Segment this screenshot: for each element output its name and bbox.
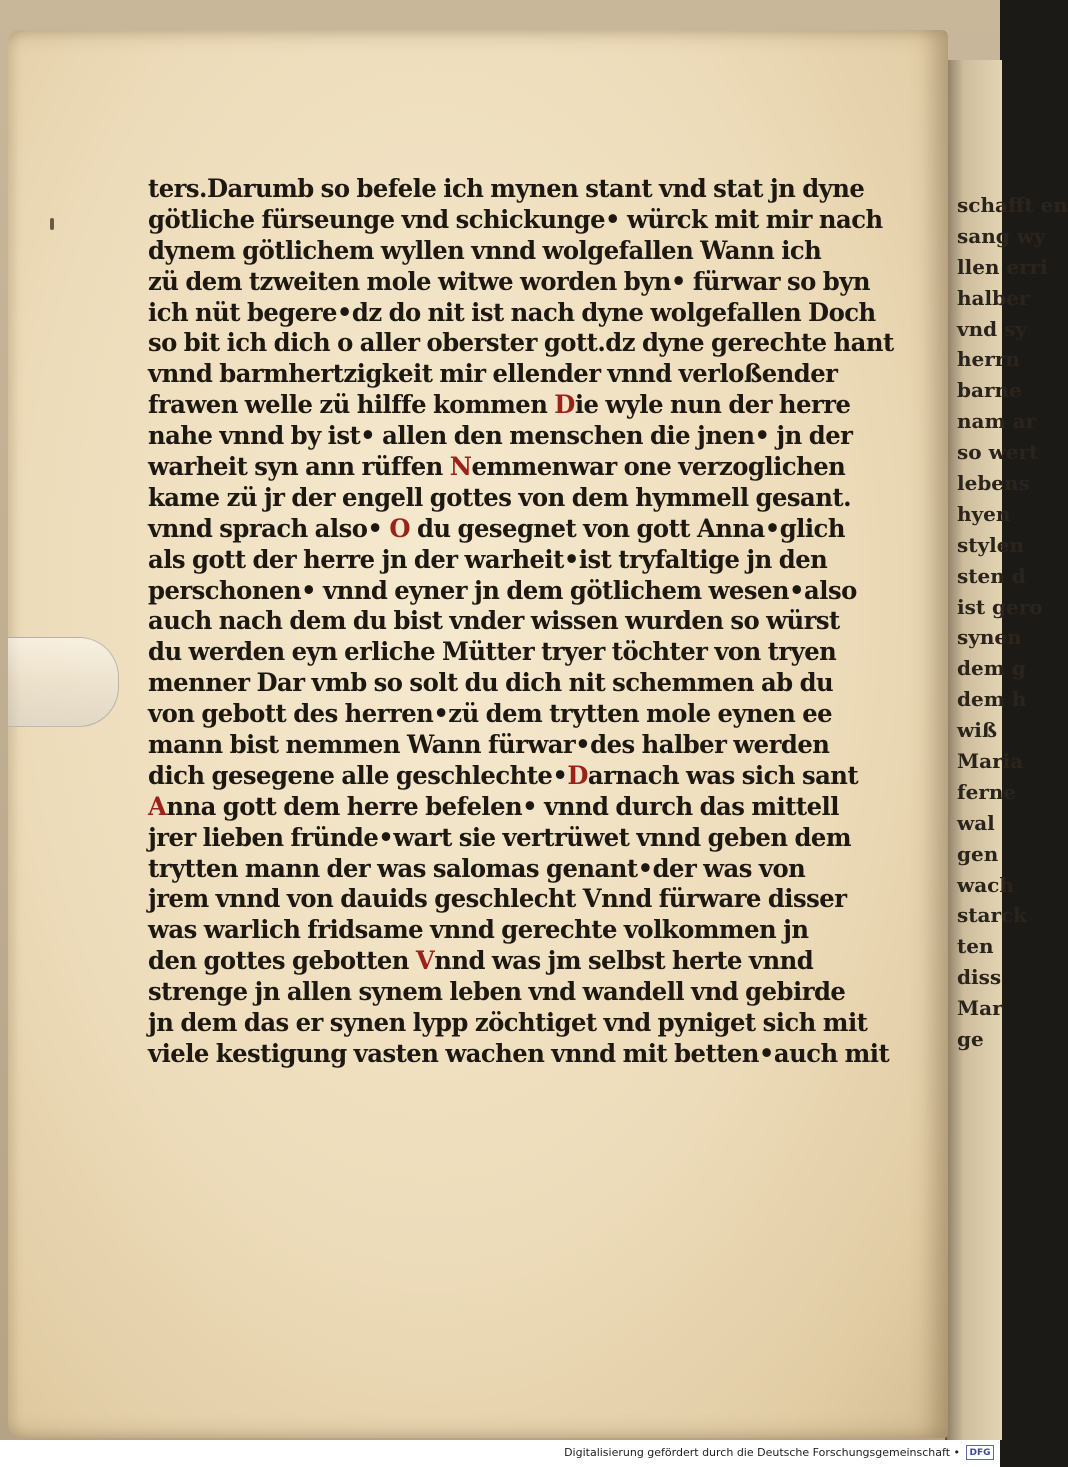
facing-text-line: ist gero	[957, 594, 1043, 619]
text-line: dich gesegene alle geschlechte•Darnach was sich sant	[148, 759, 859, 790]
facing-text-line: dem g	[957, 656, 1026, 681]
facing-page	[945, 60, 1068, 1440]
text-line: ters.Darumb so befele ich mynen stant vnd stat jn dyne	[148, 173, 865, 203]
text-line: auch nach dem du bist vnder wissen wurden so würst	[148, 605, 840, 636]
text-line: trytten mann der was salomas genant•der was von	[148, 852, 806, 883]
rubric-initial: D	[554, 389, 575, 420]
text-line: ich nüt begere•dz do nit ist nach dyne wolgefallen Doch	[148, 296, 876, 327]
text-line: jrem vnnd von dauids geschlecht Vnnd fürware disser	[148, 883, 847, 914]
book-page	[8, 30, 948, 1438]
text-line: frawen welle zü hilffe kommen Die wyle nun der herre	[148, 389, 851, 420]
facing-text-line: stylen	[957, 532, 1024, 557]
facing-text-line: sang wy	[957, 223, 1046, 248]
text-line: mann bist nemmen Wann fürwar•des halber werden	[148, 729, 830, 760]
facing-text-line: synen	[957, 625, 1022, 650]
text-line: jrer lieben fründe•wart sie vertrüwet vnnd geben dem	[148, 821, 851, 852]
facing-text-line: wach	[957, 872, 1014, 897]
text-line: du werden eyn erliche Mütter tryer töchter von tryen	[148, 636, 837, 667]
text-line: zü dem tzweiten mole witwe worden byn• fürwar so byn	[148, 265, 870, 296]
text-line: jn dem das er synen lypp zöchtiget vnd pyniget sich mit	[148, 1007, 868, 1038]
facing-text-line: ten	[957, 934, 994, 959]
facing-text-line: Maria	[957, 749, 1024, 774]
footer-credit: Digitalisierung gefördert durch die Deutsche Forschungsgemeinschaft •	[564, 1446, 960, 1459]
facing-text-line: barne	[957, 378, 1022, 403]
page-clip	[8, 637, 119, 727]
blackletter-text-block	[148, 173, 894, 1069]
facing-text-line: schafft en	[957, 193, 1068, 217]
facing-text-line: vnd sy	[957, 316, 1027, 341]
rubric-initial: D	[567, 759, 588, 790]
text-line: viele kestigung vasten wachen vnnd mit betten•auch mit	[148, 1037, 890, 1068]
rubric-initial: V	[415, 945, 435, 976]
text-line: dynem götlichem wyllen vnnd wolgefallen Wann ich	[148, 234, 822, 265]
text-line: nahe vnnd by ist• allen den menschen die jnen• jn der	[148, 420, 853, 451]
page-speck	[50, 218, 54, 230]
facing-text-line: diss	[957, 965, 1002, 990]
facing-text-line: lebens	[957, 471, 1030, 496]
facing-text-line: sten d	[957, 563, 1026, 588]
facing-text-line: Mar	[957, 996, 1003, 1021]
text-line: perschonen• vnnd eyner jn dem götlichem wesen•also	[148, 574, 857, 605]
text-line: so bit ich dich o aller oberster gott.dz dyne gerechte hant	[148, 327, 894, 358]
facing-text-line: halber	[957, 285, 1030, 310]
facing-text-line: dem h	[957, 687, 1027, 712]
facing-text-line: wal	[957, 810, 995, 835]
text-line: als gott der herre jn der warheit•ist tryfaltige jn den	[148, 543, 828, 574]
facing-text-line: wiß	[957, 718, 998, 743]
facing-text-line: ge	[957, 1027, 984, 1052]
facing-text-line: starck	[957, 903, 1028, 928]
facing-text-line: gen	[957, 841, 999, 866]
dfg-logo-icon: DFG	[966, 1445, 994, 1460]
text-line: Anna gott dem herre befelen• vnnd durch das mittell	[148, 790, 839, 821]
text-line: menner Dar vmb so solt du dich nit schemmen ab du	[148, 667, 834, 698]
facing-text-line: so wert	[957, 440, 1039, 465]
rubric-initial: A	[148, 790, 167, 821]
facing-page-text	[957, 190, 1068, 1055]
facing-text-line: nam ar	[957, 409, 1037, 434]
rubric-initial: N	[449, 451, 472, 482]
text-line: warheit syn ann rüffen Nemmenwar one verzoglichen	[148, 451, 846, 482]
facing-text-line: llen erri	[957, 254, 1048, 279]
text-line: götliche fürseunge vnd schickunge• würck mit mir nach	[148, 203, 883, 234]
rubric-initial: O	[389, 512, 411, 543]
text-line: was warlich fridsame vnnd gerechte volkommen jn	[148, 914, 809, 945]
facing-text-line: hyen	[957, 501, 1011, 526]
text-line: vnnd sprach also• O du gesegnet von gott Anna•glich	[148, 512, 845, 543]
text-line: von gebott des herren•zü dem trytten mole eynen ee	[148, 698, 833, 729]
facing-text-line: ferne	[957, 779, 1017, 804]
text-line: den gottes gebotten Vnnd was jm selbst herte vnnd	[148, 945, 814, 976]
text-line: vnnd barmhertzigkeit mir ellender vnnd verloßender	[148, 358, 838, 389]
facing-text-line: herrn	[957, 347, 1020, 372]
text-line: strenge jn allen synem leben vnd wandell vnd gebirde	[148, 976, 846, 1007]
text-line: kame zü jr der engell gottes von dem hymmell gesant.	[148, 481, 852, 512]
